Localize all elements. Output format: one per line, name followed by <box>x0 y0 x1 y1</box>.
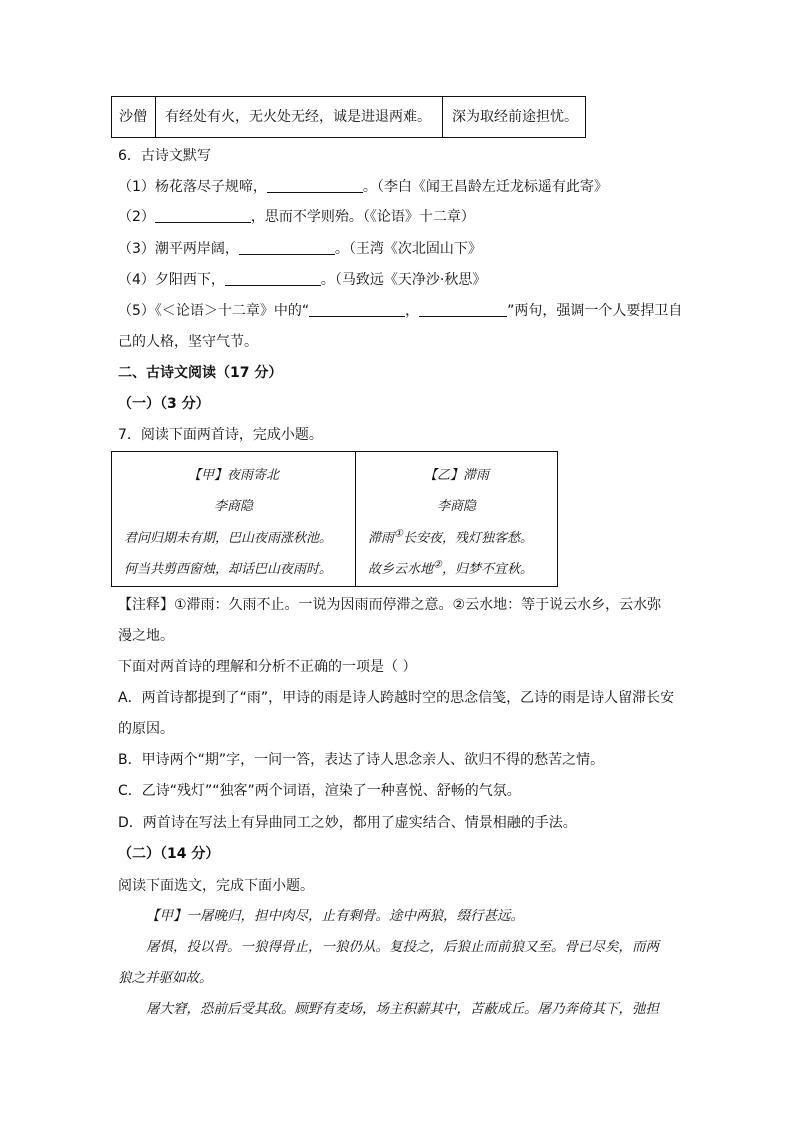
character-quote: 有经处有火，无火处无经，诚是进退两难。 <box>165 109 431 125</box>
answer-blank[interactable] <box>419 302 507 317</box>
poem-b-line-2-b: ，归梦不宜秋。 <box>441 562 533 577</box>
q6-item-3-prefix: （3）潮平两岸阔， <box>118 241 239 257</box>
character-comment: 深为取经前途担忧。 <box>452 109 578 125</box>
option-b[interactable]: B．甲诗两个“期”字，一问一答，表达了诗人思念亲人、欲归不得的愁苦之情。 <box>118 752 605 768</box>
character-table-row <box>111 96 586 138</box>
q6-item-2-suffix: ，思而不学则殆。（《论语》十二章） <box>250 209 475 225</box>
question-stem: 下面对两首诗的理解和分析不正确的一项是（ ） <box>118 659 417 675</box>
poem-b-line-1 <box>368 527 533 546</box>
passage-para-1: 【甲】一屠晚归，担中肉尽，止有剩骨。途中两狼，缀行甚远。 <box>146 908 524 924</box>
section-2-title: 二、古诗文阅读（17 分） <box>118 365 283 381</box>
poem-b <box>356 452 557 586</box>
q7-instruction: 7．阅读下面两首诗，完成小题。 <box>118 427 323 443</box>
option-a-cont: 的原因。 <box>118 721 174 737</box>
table-divider <box>155 97 156 137</box>
poem-b-title: 【乙】滞雨 <box>423 468 489 483</box>
passage-para-2-cont: 狼之并驱如故。 <box>118 970 213 986</box>
option-c[interactable]: C．乙诗“残灯”“独客”两个词语，渲染了一种喜悦、舒畅的气氛。 <box>118 783 521 799</box>
poem-b-line-1-a: 滞雨 <box>368 531 395 546</box>
option-a[interactable]: A．两首诗都提到了“雨”，甲诗的雨是诗人跨越时空的思念信笺，乙诗的雨是诗人留滞长安 <box>118 690 675 706</box>
q6-item-5 <box>118 301 682 321</box>
subsection-2-title: （二）（14 分） <box>118 846 220 862</box>
answer-blank[interactable] <box>267 178 363 193</box>
answer-blank[interactable] <box>155 208 251 223</box>
reading-instruction: 阅读下面选文，完成下面小题。 <box>118 878 314 894</box>
poem-b-author: 李商隐 <box>436 499 476 514</box>
q6-item-1-prefix: （1）杨花落尽子规啼， <box>118 179 267 195</box>
poem-b-line-1-b: 长安夜，残灯独客愁。 <box>402 531 533 546</box>
passage-para-2: 屠惧，投以骨。一狼得骨止，一狼仍从。复投之，后狼止而前狼又至。骨已尽矣，而两 <box>146 939 659 955</box>
table-divider <box>442 97 443 137</box>
answer-blank[interactable] <box>239 240 335 255</box>
poem-a-line-1: 君问归期未有期，巴山夜雨涨秋池。 <box>124 531 333 546</box>
subsection-1-title: （一）（3 分） <box>118 396 210 412</box>
q6-title: 6．古诗文默写 <box>118 148 211 164</box>
notes-line-2: 漫之地。 <box>118 628 174 644</box>
poem-a-author: 李商隐 <box>213 499 253 514</box>
poem-b-line-2 <box>368 558 533 577</box>
q6-item-4 <box>118 270 486 290</box>
answer-blank[interactable] <box>309 302 405 317</box>
q6-item-3 <box>118 239 482 259</box>
notes-line-1: 【注释】①滞雨：久雨不止。一说为因雨而停滞之意。②云水地：等于说云水乡，云水弥 <box>118 597 662 613</box>
q6-item-5-cont: 己的人格，坚守气节。 <box>118 334 258 350</box>
footnote-mark: ② <box>433 559 442 571</box>
q6-item-5-a: （5）《＜论语＞十二章》中的“ <box>118 303 310 319</box>
passage-para-3: 屠大窘，恐前后受其敌。顾野有麦场，场主积薪其中，苫蔽成丘。屠乃奔倚其下，弛担 <box>146 1001 659 1017</box>
character-name: 沙僧 <box>119 109 147 125</box>
poems-table <box>111 451 558 587</box>
poem-a <box>112 452 355 586</box>
poem-b-line-2-a: 故乡云水地 <box>368 562 434 577</box>
q6-item-1 <box>118 177 608 197</box>
q6-item-2 <box>118 207 475 227</box>
poem-a-line-2: 何当共剪西窗烛，却话巴山夜雨时。 <box>124 562 333 577</box>
q6-item-1-suffix: 。（李白《闻王昌龄左迁龙标遥有此寄》 <box>362 179 608 195</box>
poem-a-title: 【甲】夜雨寄北 <box>187 468 279 483</box>
q6-item-4-prefix: （4）夕阳西下， <box>118 272 225 288</box>
q6-item-5-mid: ， <box>405 303 420 319</box>
q6-item-3-suffix: 。（王湾《次北固山下》 <box>334 241 482 257</box>
answer-blank[interactable] <box>225 271 321 286</box>
footnote-mark: ① <box>394 528 403 540</box>
q6-item-4-suffix: 。（马致远《天净沙·秋思》 <box>320 272 487 288</box>
q6-item-2-prefix: （2） <box>118 209 155 225</box>
option-d[interactable]: D．两首诗在写法上有异曲同工之妙，都用了虚实结合、情景相融的手法。 <box>118 815 577 831</box>
q6-item-5-b: ”两句，强调一个人要捍卫自 <box>507 303 683 319</box>
